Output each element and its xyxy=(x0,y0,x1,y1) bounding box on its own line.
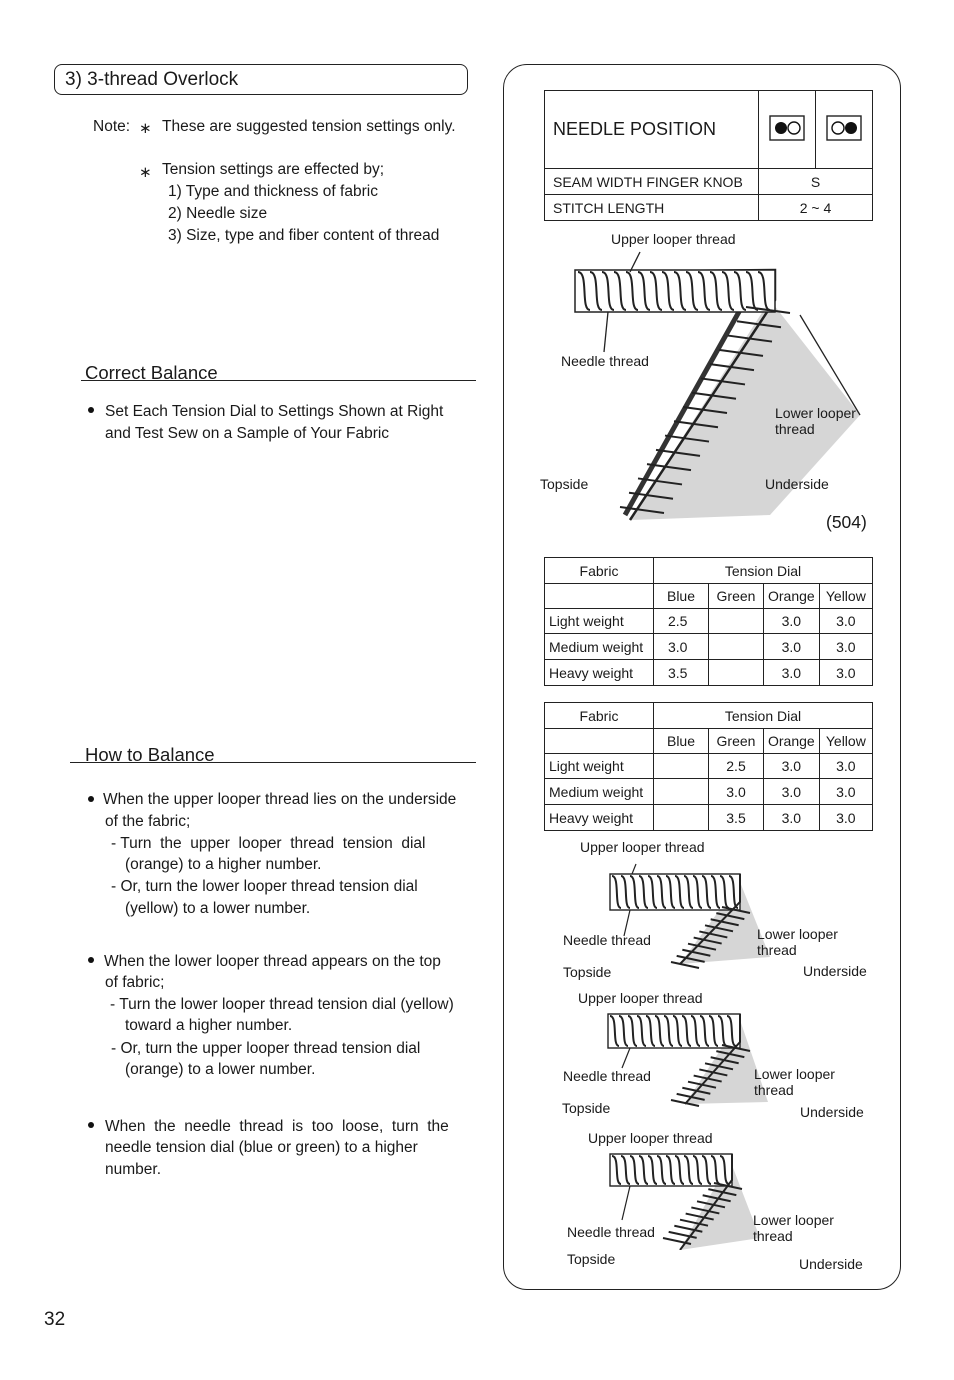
row-label: Heavy weight xyxy=(545,660,654,686)
row-label: Medium weight xyxy=(545,779,654,805)
needle-position-label: NEEDLE POSITION xyxy=(545,91,759,169)
stitch-length-value: 2 ~ 4 xyxy=(759,195,873,221)
cell-yellow: 3.0 xyxy=(819,660,872,686)
needle-right-icon xyxy=(826,115,862,141)
table-row xyxy=(545,805,873,831)
how-b1-line-3: - Turn the upper looper thread tension dial xyxy=(111,835,426,852)
cell-orange: 3.0 xyxy=(764,754,820,779)
fig1-lower-looper-label-2: thread xyxy=(757,942,797,958)
empty-cell xyxy=(545,584,654,609)
fig3-upper-looper-label: Upper looper thread xyxy=(588,1130,713,1146)
note-line-2: Tension settings are effected by; xyxy=(162,161,385,178)
note-label: Note: xyxy=(93,118,131,135)
tension-dial-header: Tension Dial xyxy=(654,558,873,584)
note-item-3: 3) Size, type and fiber content of thread xyxy=(168,227,440,244)
row-label: Light weight xyxy=(545,609,654,634)
table-row xyxy=(545,779,873,805)
cell-orange: 3.0 xyxy=(764,609,820,634)
col-yellow: Yellow xyxy=(819,584,872,609)
table-row xyxy=(545,609,873,634)
main-underside-label: Underside xyxy=(765,476,829,492)
bullet-dot xyxy=(88,796,94,802)
how-b1-line-4: (orange) to a higher number. xyxy=(125,856,322,873)
fig1-lower-looper-label-1: Lower looper xyxy=(757,926,838,942)
col-orange: Orange xyxy=(764,729,820,754)
cell-blue xyxy=(654,805,709,831)
bullet-dot xyxy=(88,957,94,963)
row-label: Medium weight xyxy=(545,634,654,660)
stitch-code: (504) xyxy=(826,512,867,532)
heading-rule xyxy=(81,380,476,381)
cell-blue xyxy=(654,754,709,779)
how-b2-line-5: - Or, turn the upper looper thread tension dial xyxy=(111,1040,421,1057)
how-b1-line-2: of the fabric; xyxy=(105,813,191,830)
cell-green: 3.0 xyxy=(709,779,764,805)
bullet-dot xyxy=(88,1122,94,1128)
cell-blue: 3.0 xyxy=(654,634,709,660)
row-label: Heavy weight xyxy=(545,805,654,831)
note-item-2: 2) Needle size xyxy=(168,205,268,222)
main-topside-label: Topside xyxy=(540,476,589,492)
cell-blue: 3.5 xyxy=(654,660,709,686)
correct-balance-text-1: Set Each Tension Dial to Settings Shown at Right xyxy=(105,403,444,420)
needle-right-cell xyxy=(816,91,873,169)
cell-yellow: 3.0 xyxy=(819,634,872,660)
heading-rule xyxy=(70,762,476,763)
how-b2-line-1: When the lower looper thread appears on the top xyxy=(104,953,441,970)
seam-width-label: SEAM WIDTH FINGER KNOB xyxy=(545,169,759,195)
note-star-2: ∗ xyxy=(139,164,152,181)
needle-settings-table xyxy=(544,90,873,221)
note-line-1: These are suggested tension settings only. xyxy=(162,118,456,135)
fig3-lower-looper-label-1: Lower looper xyxy=(753,1212,834,1228)
cell-green xyxy=(709,609,764,634)
correct-balance-heading: Correct Balance xyxy=(85,362,218,383)
fabric-header: Fabric xyxy=(545,558,654,584)
fabric-header: Fabric xyxy=(545,703,654,729)
correct-balance-text-2: and Test Sew on a Sample of Your Fabric xyxy=(105,425,390,442)
tension-table-1 xyxy=(544,557,873,686)
needle-left-cell xyxy=(759,91,816,169)
fig2-upper-looper-label: Upper looper thread xyxy=(578,990,703,1006)
how-b3-line-2: needle tension dial (blue or green) to a higher xyxy=(105,1139,418,1156)
row-label: Light weight xyxy=(545,754,654,779)
cell-blue xyxy=(654,779,709,805)
stitch-illustration-upper-loose xyxy=(600,862,780,970)
main-upper-looper-label: Upper looper thread xyxy=(611,231,736,247)
cell-orange: 3.0 xyxy=(764,805,820,831)
cell-green: 3.5 xyxy=(709,805,764,831)
how-b1-line-6: (yellow) to a lower number. xyxy=(125,900,311,917)
fig1-underside-label: Underside xyxy=(803,963,867,979)
fig3-needle-thread-label: Needle thread xyxy=(567,1224,655,1240)
bullet-dot xyxy=(88,407,94,413)
seam-width-value: S xyxy=(759,169,873,195)
note-item-1: 1) Type and thickness of fabric xyxy=(168,183,378,200)
how-b2-line-3: - Turn the lower looper thread tension dial (yellow) xyxy=(110,996,454,1013)
fig3-topside-label: Topside xyxy=(567,1251,616,1267)
cell-green xyxy=(709,660,764,686)
fig2-lower-looper-label-1: Lower looper xyxy=(754,1066,835,1082)
how-b3-line-1: When the needle thread is too loose, turn the xyxy=(105,1118,449,1135)
cell-yellow: 3.0 xyxy=(819,754,872,779)
main-needle-thread-label: Needle thread xyxy=(561,353,649,369)
cell-yellow: 3.0 xyxy=(819,805,872,831)
stitch-length-label: STITCH LENGTH xyxy=(545,195,759,221)
table-row xyxy=(545,634,873,660)
fig3-lower-looper-label-2: thread xyxy=(753,1228,793,1244)
fig1-upper-looper-label: Upper looper thread xyxy=(580,839,705,855)
how-b3-line-3: number. xyxy=(105,1161,162,1178)
cell-blue: 2.5 xyxy=(654,609,709,634)
cell-orange: 3.0 xyxy=(764,779,820,805)
col-blue: Blue xyxy=(654,729,709,754)
needle-left-icon xyxy=(769,115,805,141)
how-b1-line-5: - Or, turn the lower looper thread tension dial xyxy=(111,878,418,895)
fig1-needle-thread-label: Needle thread xyxy=(563,932,651,948)
tension-dial-header: Tension Dial xyxy=(654,703,873,729)
cell-yellow: 3.0 xyxy=(819,779,872,805)
how-b2-line-6: (orange) to a lower number. xyxy=(125,1061,316,1078)
col-green: Green xyxy=(709,584,764,609)
fig2-lower-looper-label-2: thread xyxy=(754,1082,794,1098)
cell-green: 2.5 xyxy=(709,754,764,779)
tension-table-2 xyxy=(544,702,873,831)
col-blue: Blue xyxy=(654,584,709,609)
table-row xyxy=(545,754,873,779)
col-yellow: Yellow xyxy=(819,729,872,754)
how-b1-line-1: When the upper looper thread lies on the underside xyxy=(103,791,457,808)
cell-green xyxy=(709,634,764,660)
note-star-1: ∗ xyxy=(139,120,152,137)
stitch-illustration-lower-loose xyxy=(600,1010,780,1110)
main-lower-looper-label-1: Lower looper xyxy=(775,405,856,421)
how-b2-line-2: of fabric; xyxy=(105,974,165,991)
main-lower-looper-label-2: thread xyxy=(775,421,815,437)
fig2-needle-thread-label: Needle thread xyxy=(563,1068,651,1084)
how-to-balance-heading: How to Balance xyxy=(85,744,215,765)
col-orange: Orange xyxy=(764,584,820,609)
fig1-topside-label: Topside xyxy=(563,964,612,980)
how-b2-line-4: toward a higher number. xyxy=(125,1017,293,1034)
table-row xyxy=(545,660,873,686)
cell-orange: 3.0 xyxy=(764,634,820,660)
cell-orange: 3.0 xyxy=(764,660,820,686)
cell-yellow: 3.0 xyxy=(819,609,872,634)
col-green: Green xyxy=(709,729,764,754)
page-number: 32 xyxy=(44,1309,66,1330)
empty-cell xyxy=(545,729,654,754)
section-title: 3) 3-thread Overlock xyxy=(54,64,468,95)
fig2-underside-label: Underside xyxy=(800,1104,864,1120)
fig2-topside-label: Topside xyxy=(562,1100,611,1116)
fig3-underside-label: Underside xyxy=(799,1256,863,1272)
